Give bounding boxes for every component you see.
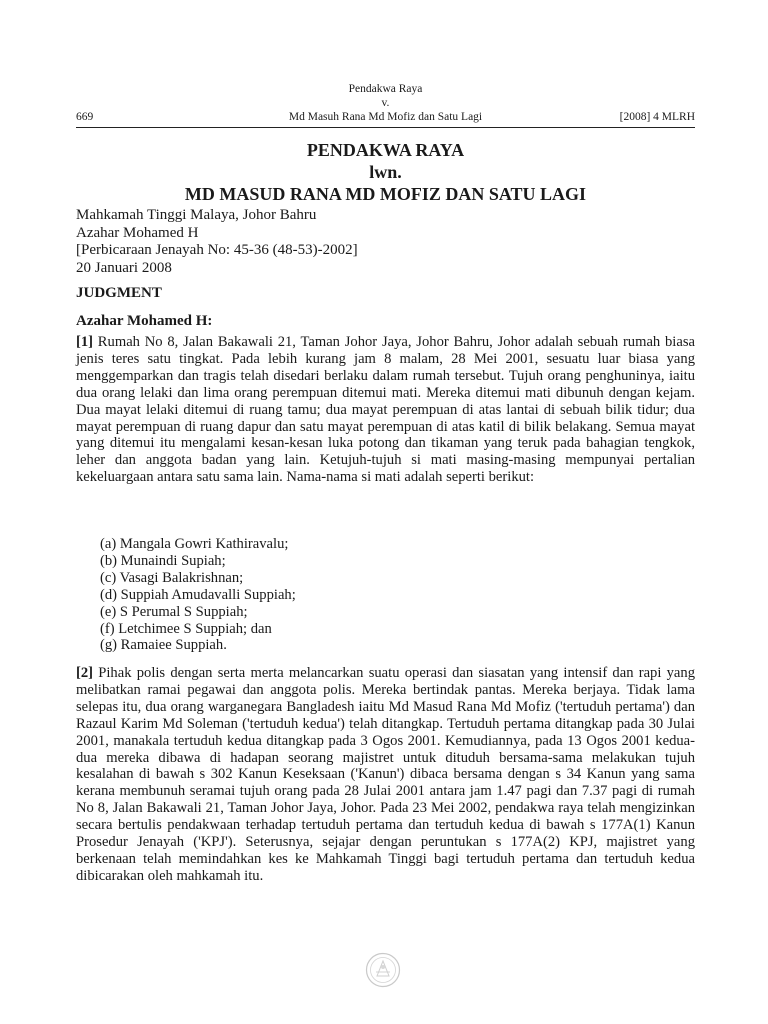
- court-name: Mahkamah Tinggi Malaya, Johor Bahru: [76, 207, 317, 223]
- judgment-heading: JUDGMENT: [76, 285, 162, 301]
- running-head: [76, 82, 695, 125]
- judge-heading: Azahar Mohamed H:: [76, 313, 213, 329]
- judgment-date: 20 Januari 2008: [76, 259, 172, 276]
- list-item: (a) Mangala Gowri Kathiravalu;: [100, 536, 289, 552]
- case-title: [76, 139, 695, 205]
- paragraph-2: [76, 665, 695, 885]
- paragraph-1: [76, 334, 695, 486]
- title-prosecutor: PENDAKWA RAYA: [306, 140, 465, 160]
- title-accused: MD MASUD RANA MD MOFIZ DAN SATU LAGI: [184, 184, 587, 204]
- running-head-case: Md Masuh Rana Md Mofiz dan Satu Lagi: [288, 111, 483, 123]
- list-item: (c) Vasagi Balakrishnan;: [100, 569, 244, 586]
- list-item: (b) Munaindi Supiah;: [100, 552, 226, 569]
- citation: [2008] 4 MLRH: [619, 111, 695, 123]
- list-item: (f) Letchimee S Suppiah; dan: [100, 620, 272, 637]
- list-item: (g) Ramaiee Suppiah.: [100, 637, 227, 654]
- title-versus: lwn.: [369, 162, 402, 182]
- page-number: 669: [76, 111, 94, 123]
- running-head-party: Pendakwa Raya: [348, 83, 423, 95]
- paragraph-marker: [2]: [76, 665, 94, 681]
- judge-name: Azahar Mohamed H: [76, 224, 199, 241]
- case-meta: [76, 207, 358, 277]
- paragraph-text: Rumah No 8, Jalan Bakawali 21, Taman Johor Jaya, Johor Bahru, Johor adalah sebuah rumah biasa jenis teres satu tingkat. Pada lebih kurang jam 8 malam, 28 Mei 2001, sesuatu luar biasa yang menggemparkan dan tragis telah disedari berlaku dalam rumah tersebut. Tujuh orang penghuninya, iaitu dua orang lelaki dan lima orang perempuan ditemui mati. Mereka ditemui mati dibunuh dengan kejam. Dua mayat lelaki ditemui di ruang tamu; dua mayat perempuan di atas lantai di sebuah bilik tidur; dua mayat perempuan di ruang dapur dan satu mayat perempuan di atas katil di bilik belakang. Semua mayat yang ditemui itu mengalami kesan-kesan luka potong dan tikaman yang teruk pada bahagian tengkok, leher dan anggota badan yang lain. Ketujuh-tujuh si mati masing-masing mempunyai pertalian kekeluargaan antara satu sama lain. Nama-nama si mati adalah seperti berikut:: [76, 334, 695, 486]
- list-item: (d) Suppiah Amudavalli Suppiah;: [100, 586, 296, 603]
- court-seal-icon: [365, 952, 401, 988]
- list-item: (e) S Perumal S Suppiah;: [100, 603, 248, 620]
- deceased-list: [100, 536, 296, 654]
- case-number: [Perbicaraan Jenayah No: 45-36 (48-53)-2002]: [76, 242, 358, 258]
- header-rule: [76, 127, 695, 128]
- paragraph-text: Pihak polis dengan serta merta melancarkan suatu operasi dan siasatan yang intensif dan rapi yang melibatkan ramai pegawai dan anggota polis. Mereka bertindak pantas. Mereka berjaya. Tidak lama selepas itu, dua orang warganegara Bangladesh iaitu Md Masud Rana Md Mofiz ('tertuduh pertama') dan Razaul Karim Md Soleman ('tertuduh kedua') telah ditangkap. Tertuduh pertama ditangkap pada 30 Julai 2001, manakala tertuduh kedua ditangkap pada 3 Ogos 2001. Kemudiannya, pada 13 Ogos 2001 kedua-dua mereka dibawa di hadapan seorang majistret untuk dituduh bersama-sama melakukan tujuh kesalahan di bawah s 302 Kanun Keseksaan ('Kanun') dibaca bersama dengan s 34 Kanun yang sama kerana membunuh seramai tujuh orang pada 28 Julai 2001 antara jam 1.47 pagi dan 7.37 pagi di rumah No 8, Jalan Bakawali 21, Taman Johor Jaya, Johor. Pada 23 Mei 2002, pendakwa raya telah mengizinkan secara bertulis pendakwaan terhadap tertuduh pertama dan tertuduh kedua di bawah s 177A(1) Kanun Prosedur Jenayah ('KPJ'). Seterusnya, sejajar dengan peruntukan s 177A(2) KPJ, majistret yang berkenaan telah memindahkan kes ke Mahkamah Tinggi bagi tertuduh pertama dan tertuduh kedua dibicarakan oleh mahkamah itu.: [76, 665, 695, 884]
- running-head-versus: v.: [381, 97, 390, 109]
- paragraph-marker: [1]: [76, 334, 94, 350]
